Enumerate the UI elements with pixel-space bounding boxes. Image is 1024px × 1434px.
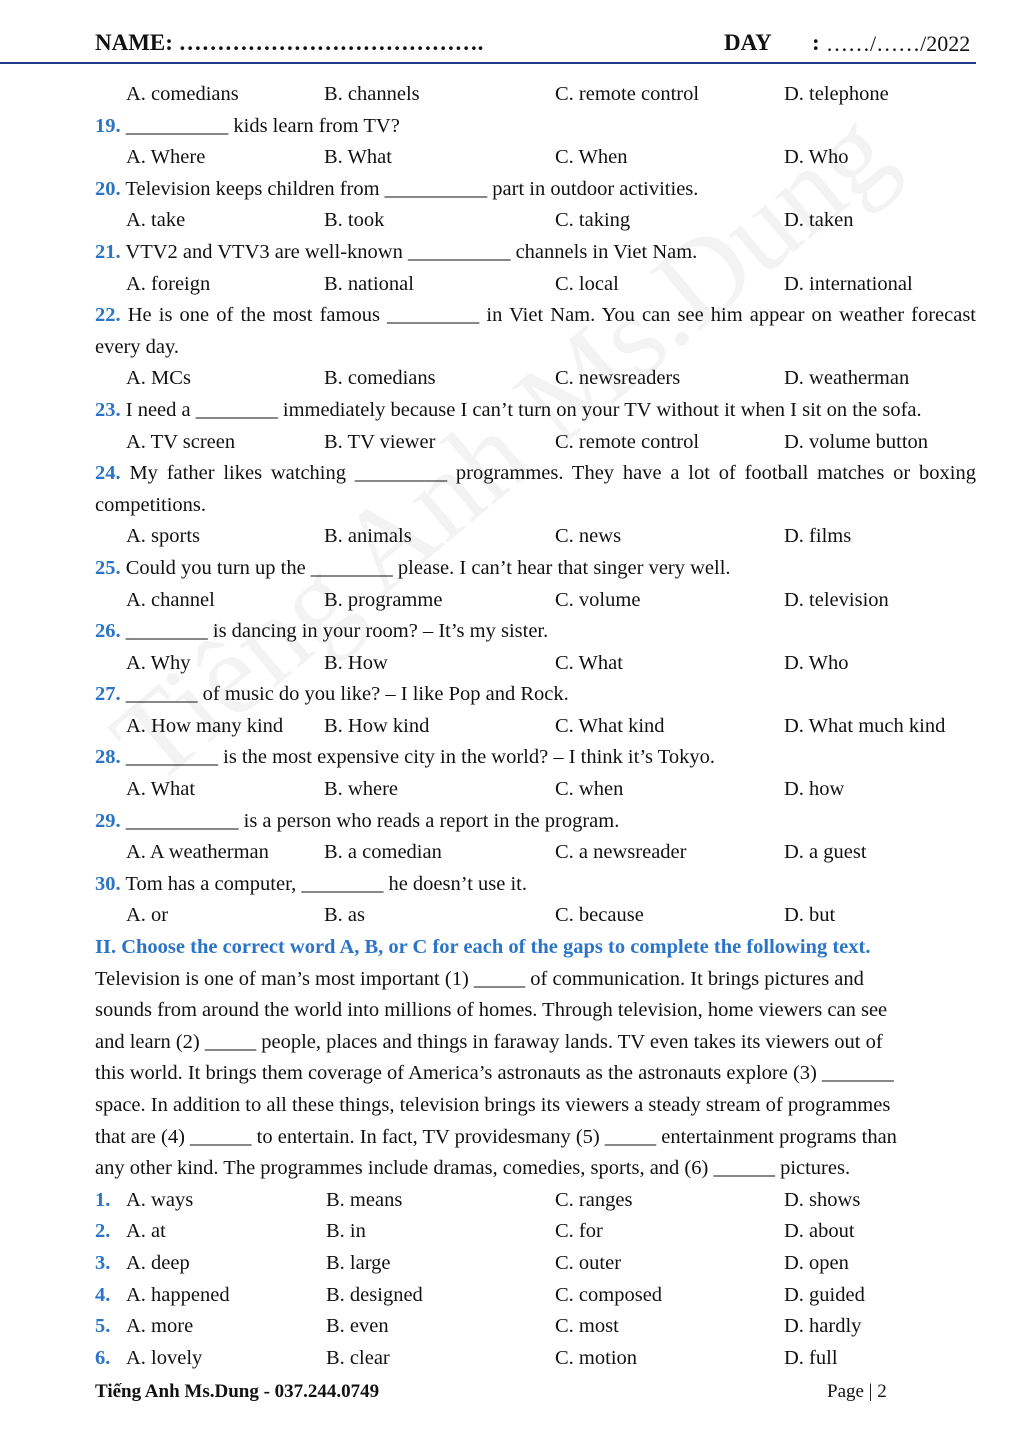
question-text: __________ kids learn from TV?: [125, 114, 400, 137]
question-19: [95, 111, 976, 143]
section-title: II. Choose the correct word A, B, or C for each of the gaps to complete the following text.: [95, 936, 871, 959]
question-text: _______ of music do you like? – I like Pop and Rock.: [125, 683, 569, 706]
option-c[interactable]: C. motion: [555, 1346, 638, 1369]
option-a[interactable]: A. ways: [126, 1188, 194, 1211]
option-d[interactable]: D. shows: [784, 1188, 861, 1211]
answer-number: 4.: [95, 1283, 111, 1306]
question-text: ___________ is a person who reads a report in the program.: [125, 809, 620, 832]
options-row: [95, 269, 976, 301]
option-b[interactable]: B. took: [324, 209, 385, 232]
question-text: He is one of the most famous _________ in Viet Nam. You can see him appear on weather forecast every day.: [95, 304, 977, 358]
option-d[interactable]: D. about: [784, 1220, 855, 1243]
option-a[interactable]: A. A weatherman: [126, 841, 269, 864]
option-c[interactable]: C. remote control: [555, 430, 700, 453]
option-a[interactable]: A. foreign: [126, 272, 211, 295]
options-row: [95, 363, 976, 395]
option-d[interactable]: D. but: [784, 904, 836, 927]
options-row: [95, 837, 976, 869]
page-header: [0, 24, 976, 64]
option-d[interactable]: D. weatherman: [784, 367, 910, 390]
option-b[interactable]: B. where: [324, 778, 399, 801]
passage-line: any other kind. The programmes include dramas, comedies, sports, and (6) ______ pictures.: [95, 1157, 851, 1180]
option-d[interactable]: D. open: [784, 1251, 849, 1274]
option-a[interactable]: A. take: [126, 209, 186, 232]
option-a[interactable]: A. deep: [126, 1251, 190, 1274]
passage-line: this world. It brings them coverage of America’s astronauts as the astronauts explore (3) _______: [95, 1062, 894, 1085]
question-text: ________ is dancing in your room? – It’s my sister.: [125, 620, 549, 643]
answer-row: [95, 1216, 976, 1248]
option-c[interactable]: C. What: [555, 651, 623, 674]
answer-number: 5.: [95, 1315, 111, 1338]
passage-line: that are (4) ______ to entertain. In fact, TV providesmany (5) _____ entertainment programs than: [95, 1125, 897, 1148]
option-a[interactable]: A. How many kind: [126, 714, 284, 737]
option-d[interactable]: D. volume button: [784, 430, 929, 453]
option-b[interactable]: B. What: [324, 146, 392, 169]
option-c[interactable]: C. newsreaders: [555, 367, 681, 390]
option-a[interactable]: A. Where: [126, 146, 206, 169]
question-text: My father likes watching _________ programmes. They have a lot of football matches or boxing competitions.: [95, 462, 976, 516]
question-number: 22.: [95, 304, 121, 327]
question-text: VTV2 and VTV3 are well-known __________ channels in Viet Nam.: [125, 240, 698, 263]
option-c[interactable]: C. most: [555, 1315, 619, 1338]
option-b[interactable]: B. designed: [326, 1283, 423, 1306]
question-number: 23.: [95, 398, 121, 421]
options-row: [95, 205, 976, 237]
option-a[interactable]: A. What: [126, 778, 196, 801]
question-26: [95, 616, 976, 648]
option-a[interactable]: A. at: [126, 1220, 166, 1243]
option-d[interactable]: D. hardly: [784, 1315, 862, 1338]
date-value: ……/……/2022: [826, 31, 971, 56]
question-number: 28.: [95, 746, 121, 769]
footer-author: Tiếng Anh Ms.Dung - 037.244.0749: [95, 1381, 380, 1402]
option-b[interactable]: B. comedians: [324, 367, 436, 390]
option-a[interactable]: A. MCs: [126, 367, 191, 390]
passage-line: Television is one of man’s most important (1) _____ of communication. It brings pictures and: [95, 967, 864, 990]
passage-line: space. In addition to all these things, television brings its viewers a steady stream of programmes: [95, 1094, 891, 1116]
option-d[interactable]: D. films: [784, 525, 852, 548]
option-a[interactable]: A. or: [126, 904, 169, 927]
options-row: [95, 711, 976, 743]
option-c[interactable]: C. taking: [555, 209, 631, 232]
option-a[interactable]: A. channel: [126, 588, 215, 611]
answer-row: [95, 1343, 976, 1375]
question-number: 19.: [95, 114, 121, 137]
option-a[interactable]: A. sports: [126, 525, 201, 548]
question-21: [95, 237, 976, 269]
options-row: [95, 774, 976, 806]
option-d[interactable]: D. Who: [784, 146, 849, 169]
question-28: [95, 742, 976, 774]
day-label: DAY: [724, 30, 772, 55]
option-c[interactable]: C. remote control: [555, 83, 700, 105]
option-b[interactable]: B. large: [326, 1251, 391, 1274]
option-d[interactable]: D. guided: [784, 1283, 865, 1306]
option-b[interactable]: B. TV viewer: [324, 430, 436, 453]
option-c[interactable]: C. news: [555, 525, 622, 548]
question-25: [95, 553, 976, 585]
question-30: [95, 869, 976, 901]
option-c[interactable]: C. when: [555, 778, 624, 801]
question-29: [95, 806, 976, 838]
option-d[interactable]: D. telephone: [784, 83, 889, 105]
option-c[interactable]: C. volume: [555, 588, 641, 611]
question-number: 20.: [95, 177, 121, 200]
option-d[interactable]: D. Who: [784, 651, 849, 674]
option-b[interactable]: B. channels: [324, 83, 420, 105]
answer-row: [95, 1311, 976, 1343]
option-c[interactable]: C. for: [555, 1220, 603, 1243]
option-b[interactable]: B. clear: [326, 1346, 390, 1369]
worksheet-content: [95, 79, 976, 1374]
option-c[interactable]: C. What kind: [555, 714, 665, 737]
option-a[interactable]: A. lovely: [126, 1346, 203, 1369]
answer-row: [95, 1248, 976, 1280]
option-b[interactable]: B. in: [326, 1220, 366, 1243]
passage-line: sounds from around the world into millions of homes. Through television, home viewers can see: [95, 999, 888, 1022]
option-c[interactable]: C. composed: [555, 1283, 663, 1306]
answer-number: 1.: [95, 1188, 111, 1211]
option-d[interactable]: D. What much kind: [784, 714, 946, 737]
question-number: 24.: [95, 462, 121, 485]
option-c[interactable]: C. outer: [555, 1251, 622, 1274]
options-row: [95, 521, 976, 553]
options-row: [95, 142, 976, 174]
option-d[interactable]: D. full: [784, 1346, 838, 1369]
day-colon: :: [812, 30, 820, 55]
footer-page-number: Page | 2: [827, 1381, 887, 1402]
question-number: 21.: [95, 240, 121, 263]
options-row: [95, 900, 976, 932]
option-a[interactable]: A. TV screen: [126, 430, 236, 453]
option-b[interactable]: B. How kind: [324, 714, 430, 737]
question-text: Television keeps children from __________ part in outdoor activities.: [125, 177, 699, 200]
question-number: 25.: [95, 556, 121, 579]
option-c[interactable]: C. ranges: [555, 1188, 633, 1211]
option-a[interactable]: A. comedians: [126, 83, 239, 105]
option-c[interactable]: C. because: [555, 904, 644, 927]
option-d[interactable]: D. a guest: [784, 841, 867, 864]
option-d[interactable]: D. taken: [784, 209, 854, 232]
question-22: [95, 300, 976, 363]
option-a[interactable]: A. Why: [126, 651, 191, 674]
question-text: Tom has a computer, ________ he doesn’t use it.: [125, 872, 527, 895]
option-c[interactable]: C. When: [555, 146, 628, 169]
option-b[interactable]: B. even: [326, 1315, 389, 1338]
option-b[interactable]: B. as: [324, 904, 365, 927]
answer-number: 3.: [95, 1251, 111, 1274]
option-b[interactable]: B. How: [324, 651, 388, 674]
options-row: [95, 585, 976, 617]
option-c[interactable]: C. a newsreader: [555, 841, 687, 864]
question-27: [95, 679, 976, 711]
option-a[interactable]: A. happened: [126, 1283, 230, 1306]
question-number: 30.: [95, 872, 121, 895]
question-text: I need a ________ immediately because I can’t turn on your TV without it when I sit on the sofa.: [125, 398, 922, 421]
question-23: [95, 395, 976, 427]
answer-row: [95, 1185, 976, 1217]
question-24: [95, 458, 976, 521]
options-row: [95, 427, 976, 459]
option-b[interactable]: B. national: [324, 272, 414, 295]
answer-number: 6.: [95, 1346, 111, 1369]
option-d[interactable]: D. television: [784, 588, 889, 611]
option-c[interactable]: C. local: [555, 272, 619, 295]
passage-line: and learn (2) _____ people, places and things in faraway lands. TV even takes its viewers out of: [95, 1030, 883, 1053]
question-text: Could you turn up the ________ please. I can’t hear that singer very well.: [125, 556, 731, 579]
question-number: 26.: [95, 620, 121, 643]
option-b[interactable]: B. a comedian: [324, 841, 442, 864]
option-b[interactable]: B. means: [326, 1188, 403, 1211]
question-number: 29.: [95, 809, 121, 832]
option-d[interactable]: D. international: [784, 272, 913, 295]
option-b[interactable]: B. programme: [324, 588, 443, 611]
options-row: [95, 648, 976, 680]
question-20: [95, 174, 976, 206]
question-number: 27.: [95, 683, 121, 706]
question-text: _________ is the most expensive city in the world? – I think it’s Tokyo.: [125, 746, 715, 769]
answer-number: 2.: [95, 1220, 111, 1243]
option-a[interactable]: A. more: [126, 1315, 194, 1338]
option-d[interactable]: D. how: [784, 778, 845, 801]
name-label: NAME: ………………………………….: [95, 30, 484, 55]
options-row: [95, 79, 976, 111]
answer-row: [95, 1280, 976, 1312]
option-b[interactable]: B. animals: [324, 525, 412, 548]
